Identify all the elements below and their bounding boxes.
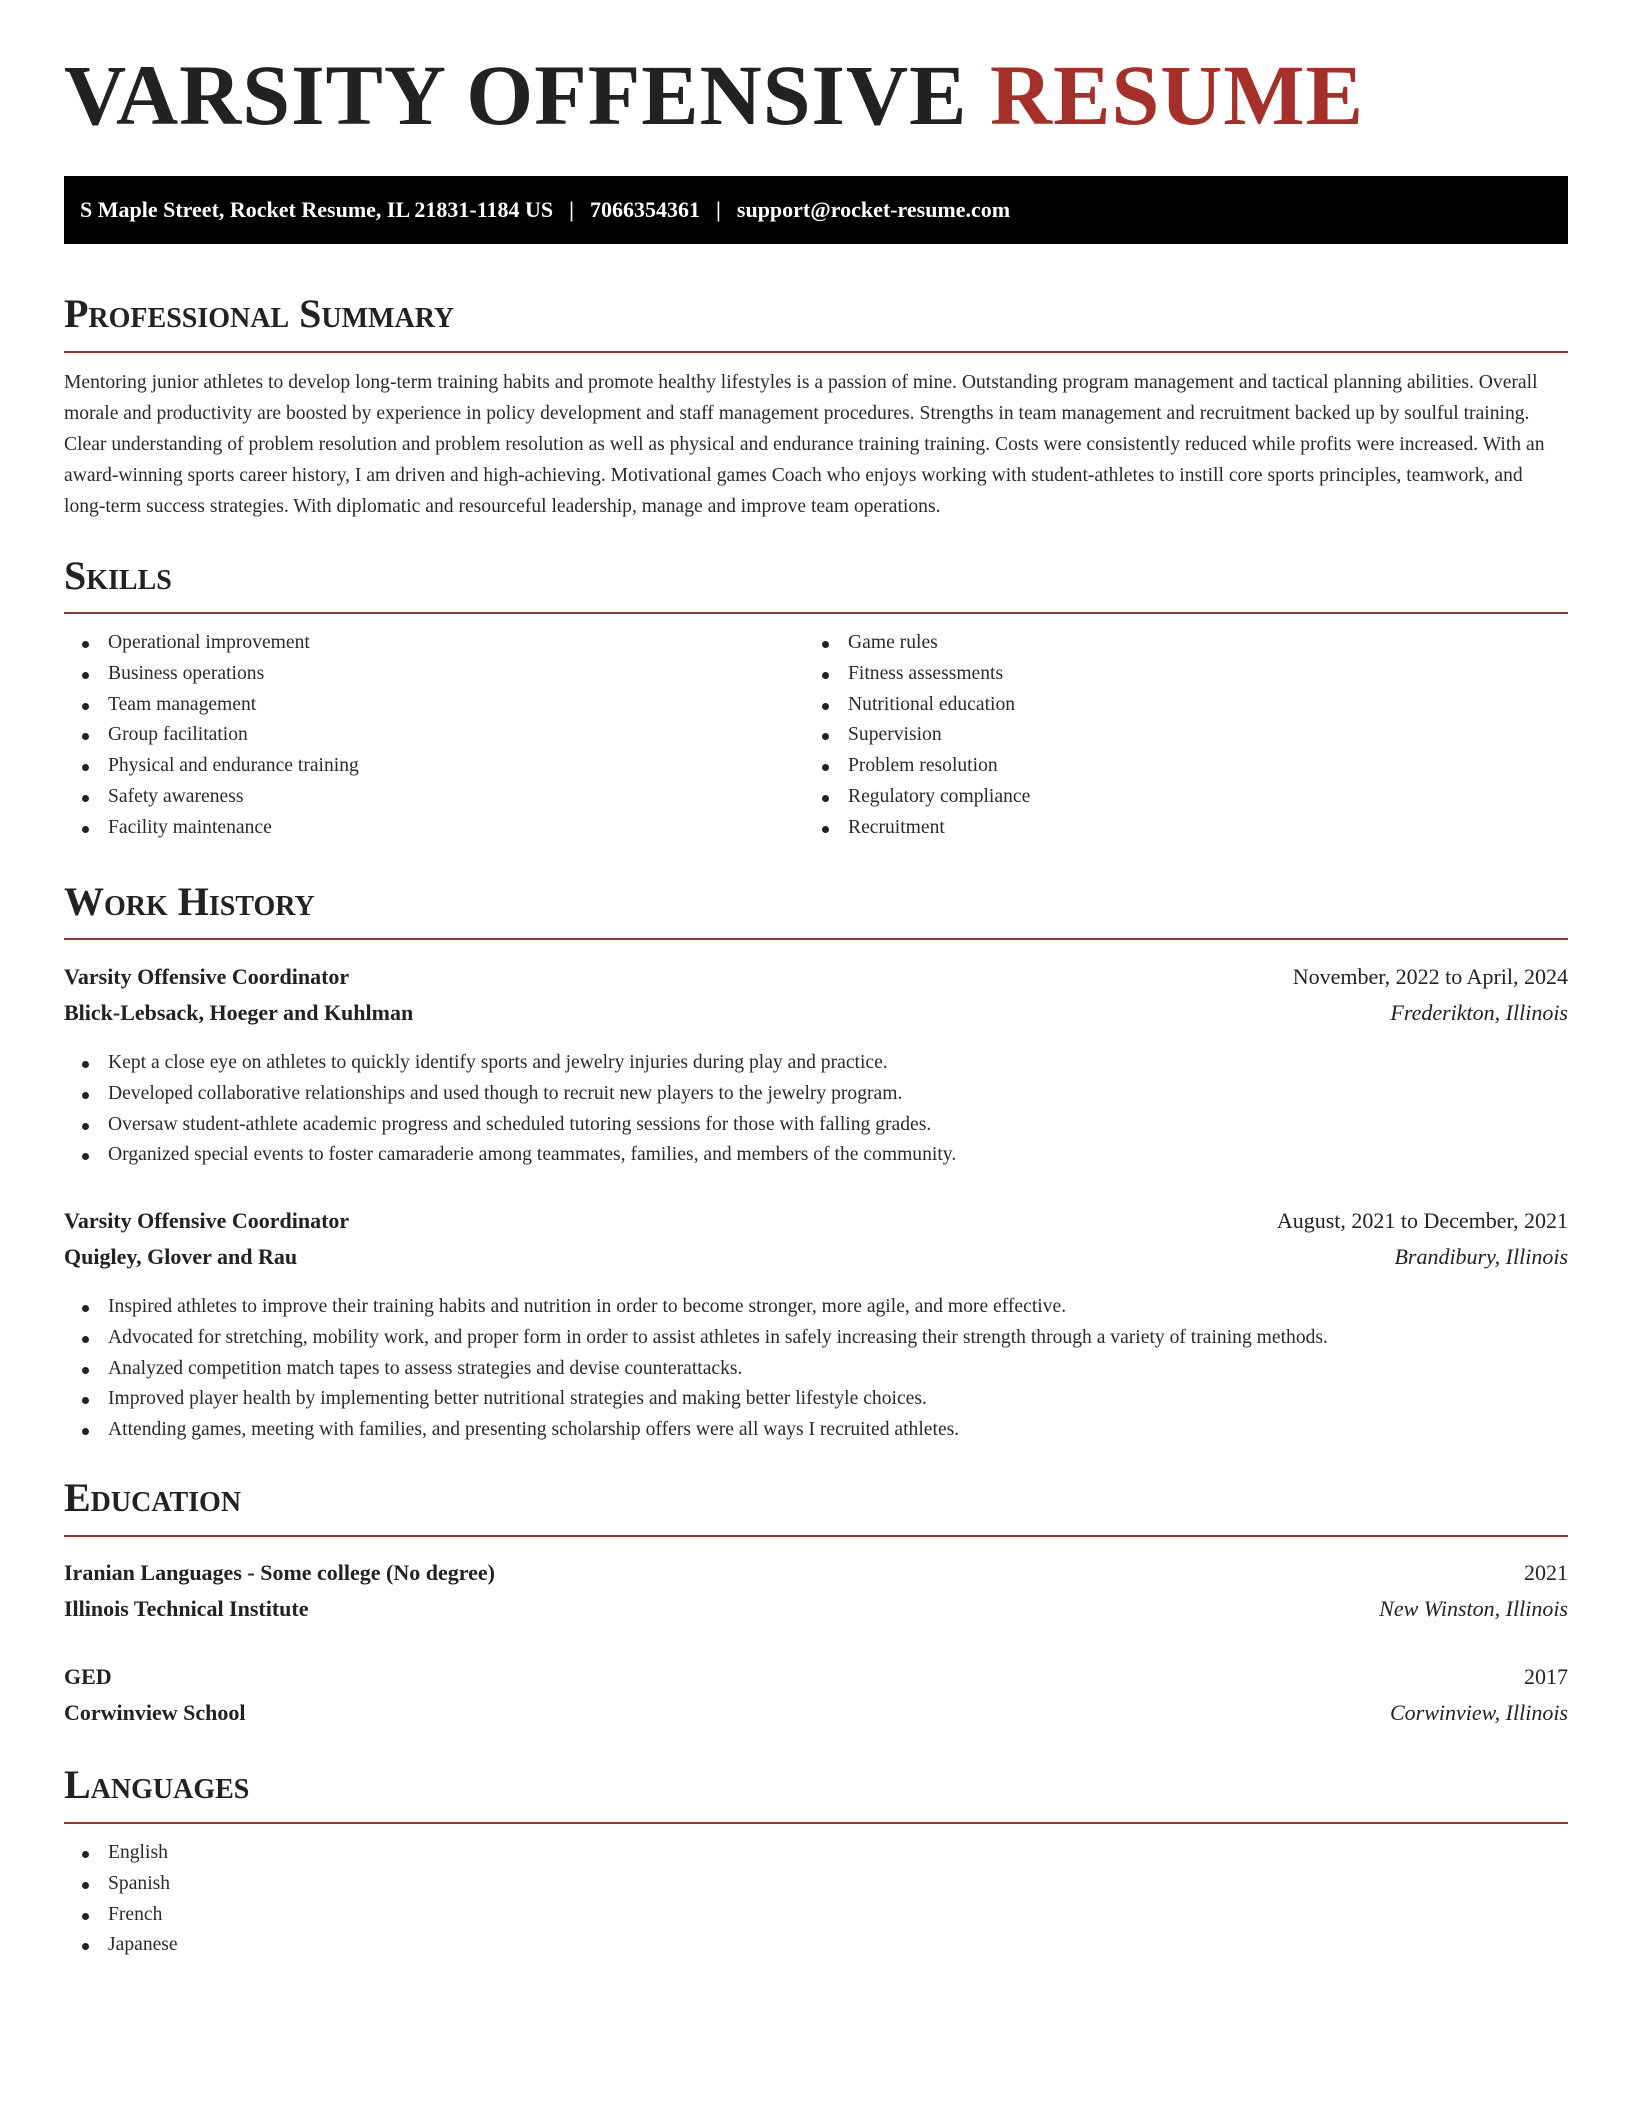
- education-degree: GED: [64, 1664, 112, 1689]
- languages-list: [64, 1838, 800, 1961]
- job-duty: Advocated for stretching, mobility work, and proper form in order to assist athletes in safely increasing their strength through a variety of training methods.: [64, 1323, 1568, 1354]
- resume-title: [64, 47, 1364, 143]
- language-item: French: [64, 1900, 800, 1931]
- skill-item: Physical and endurance training: [64, 751, 800, 782]
- job-location: Brandibury, Illinois: [1394, 1244, 1568, 1269]
- job-duty: Improved player health by implementing better nutritional strategies and making better lifestyle choices.: [64, 1384, 1568, 1415]
- job-employer: [64, 997, 1568, 1029]
- section-title-summary: Professional Summary: [64, 291, 455, 336]
- job-duty: Attending games, meeting with families, and presenting scholarship offers were all ways I recruited athletes.: [64, 1415, 1568, 1446]
- section-divider: [64, 938, 1568, 940]
- skills-list-left: [64, 628, 800, 844]
- skill-item: Team management: [64, 690, 800, 721]
- resume-title-accent: RESUME: [990, 47, 1364, 143]
- job-duty: Analyzed competition match tapes to assess strategies and devise counterattacks.: [64, 1354, 1568, 1385]
- job-duty: Kept a close eye on athletes to quickly identify sports and jewelry injuries during play and practice.: [64, 1048, 1568, 1079]
- skills-list-right: [804, 628, 1564, 844]
- job-duty: Developed collaborative relationships and used though to recruit new players to the jewelry program.: [64, 1079, 1568, 1110]
- section-divider: [64, 612, 1568, 614]
- contact-bar: [64, 176, 1568, 244]
- education-header: [64, 1557, 1568, 1589]
- education-school-row: [64, 1593, 1568, 1625]
- language-item: Spanish: [64, 1869, 800, 1900]
- section-title-languages: Languages: [64, 1762, 250, 1807]
- job-duties: [64, 1292, 1568, 1446]
- skill-item: Supervision: [804, 720, 1564, 751]
- section-divider: [64, 1822, 1568, 1824]
- job-header: [64, 961, 1568, 993]
- skill-item: Regulatory compliance: [804, 782, 1564, 813]
- education-header: [64, 1661, 1568, 1693]
- job-company: Blick-Lebsack, Hoeger and Kuhlman: [64, 1000, 414, 1025]
- job-duty: Inspired athletes to improve their training habits and nutrition in order to become stronger, more agile, and more effective.: [64, 1292, 1568, 1323]
- skill-item: Facility maintenance: [64, 813, 800, 844]
- education-location: Corwinview, Illinois: [1389, 1700, 1568, 1725]
- summary-text: Mentoring junior athletes to develop long-term training habits and promote healthy lifestyles is a passion of mine. Outstanding program management and tactical planning abilities. Overall morale and productivity are boosted by experience in policy development and staff management procedures. Strengths in team management and recruitment backed up by soulful training. Clear understanding of problem resolution and problem resolution as well as physical and endurance training training. Costs were consistently reduced while profits were increased. With an award-winning sports career history, I am driven and high-achieving. Motivational games Coach who enjoys working with student-athletes to instill core sports principles, teamwork, and long-term success strategies. With diplomatic and resourceful leadership, manage and improve team operations.: [64, 372, 1545, 517]
- contact-address: S Maple Street, Rocket Resume, IL 21831-1184 US: [80, 197, 554, 222]
- section-title-work-history: Work History: [64, 879, 315, 924]
- job-header: [64, 1205, 1568, 1237]
- education-school: Corwinview School: [64, 1700, 246, 1725]
- skill-item: Nutritional education: [804, 690, 1564, 721]
- job-duty: Oversaw student-athlete academic progress and scheduled tutoring sessions for those with falling grades.: [64, 1110, 1568, 1141]
- job-dates: November, 2022 to April, 2024: [1292, 964, 1568, 989]
- skill-item: Operational improvement: [64, 628, 800, 659]
- contact-email: support@rocket-resume.com: [736, 197, 1011, 222]
- job-duties: [64, 1048, 1568, 1171]
- education-degree: Iranian Languages - Some college (No degree): [64, 1560, 495, 1585]
- skill-item: Group facilitation: [64, 720, 800, 751]
- job-dates: August, 2021 to December, 2021: [1276, 1208, 1568, 1233]
- language-item: Japanese: [64, 1930, 800, 1961]
- language-item: English: [64, 1838, 800, 1869]
- skill-item: Business operations: [64, 659, 800, 690]
- job-duty: Organized special events to foster camaraderie among teammates, families, and members of the community.: [64, 1140, 1568, 1171]
- skill-item: Recruitment: [804, 813, 1564, 844]
- education-school-row: [64, 1697, 1568, 1729]
- job-title: Varsity Offensive Coordinator: [64, 1208, 350, 1233]
- section-divider: [64, 351, 1568, 353]
- education-location: New Winston, Illinois: [1379, 1596, 1568, 1621]
- job-location: Frederikton, Illinois: [1390, 1000, 1568, 1025]
- contact-phone: 7066354361: [590, 197, 701, 222]
- education-year: 2021: [1524, 1560, 1568, 1585]
- section-divider: [64, 1535, 1568, 1537]
- job-title: Varsity Offensive Coordinator: [64, 964, 350, 989]
- skill-item: Game rules: [804, 628, 1564, 659]
- job-company: Quigley, Glover and Rau: [64, 1244, 298, 1269]
- contact-separator: |: [716, 197, 721, 222]
- skill-item: Problem resolution: [804, 751, 1564, 782]
- section-title-education: Education: [64, 1475, 242, 1520]
- contact-separator: |: [569, 197, 575, 222]
- education-year: 2017: [1524, 1664, 1568, 1689]
- section-title-skills: Skills: [64, 553, 172, 598]
- job-employer: [64, 1241, 1568, 1273]
- skill-item: Safety awareness: [64, 782, 800, 813]
- resume-title-main: VARSITY OFFENSIVE: [64, 47, 968, 143]
- skill-item: Fitness assessments: [804, 659, 1564, 690]
- education-school: Illinois Technical Institute: [64, 1596, 309, 1621]
